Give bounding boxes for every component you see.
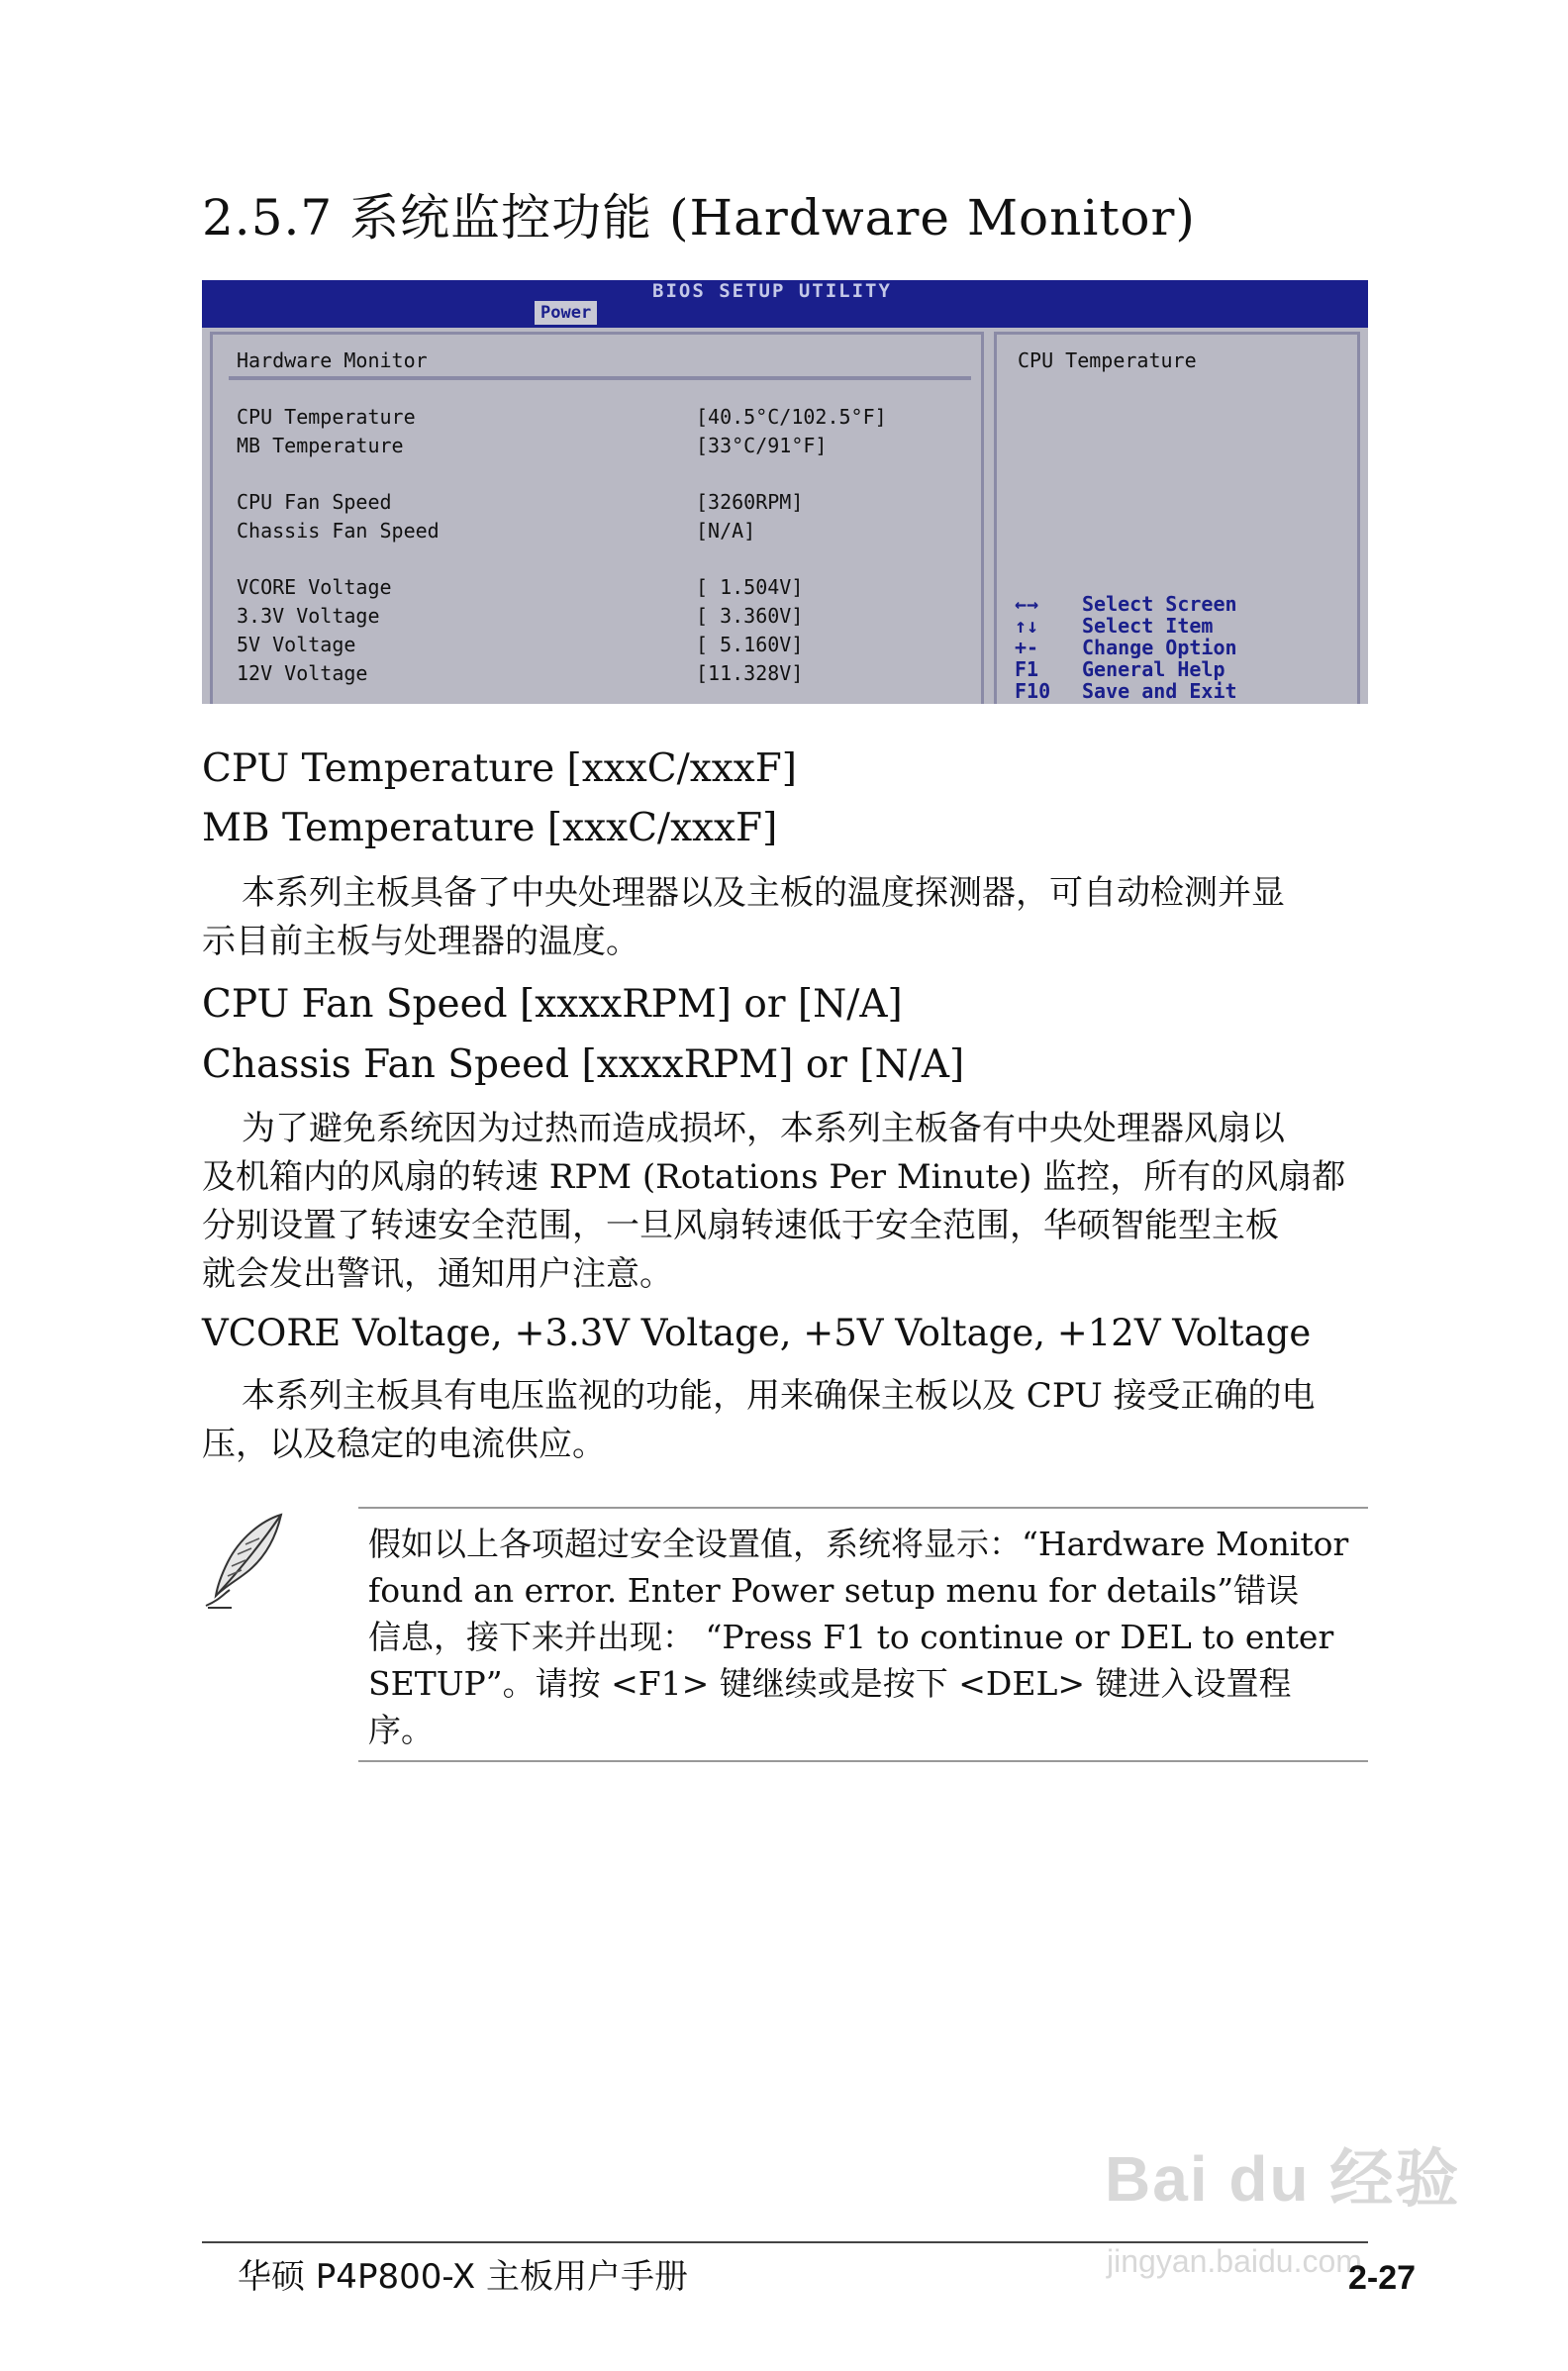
nav-desc: Select Item [1082,614,1214,638]
paragraph-line: 本系列主板具有电压监视的功能，用来确保主板以及 CPU 接受正确的电 [242,1376,1316,1416]
heading-cpu-temperature: CPU Temperature [xxxC/xxxF] [202,746,797,791]
bios-row-value: [N/A] [696,519,756,543]
note-line: 假如以上各项超过安全设置值，系统将显示：“Hardware Monitor [368,1525,1349,1563]
bios-help-title: CPU Temperature [1018,348,1197,372]
nav-desc: General Help [1082,657,1225,681]
note-line: 序。 [368,1711,434,1749]
paragraph-voltage [202,1372,1370,1469]
watermark-url: jingyan.baidu.com [1107,2243,1362,2279]
nav-key: ↑↓ [1015,614,1039,638]
bios-row-value: [ 5.160V] [696,633,804,656]
paragraph-line: 就会发出警讯，通知用户注意。 [202,1254,673,1294]
paragraph-fan [202,1105,1370,1299]
paragraph-line: 为了避免系统因为过热而造成损坏，本系列主板备有中央处理器风扇以 [242,1109,1285,1148]
footer-rule [202,2241,1368,2243]
note-line: SETUP”。请按 <F1> 键继续或是按下 <DEL> 键进入设置程 [368,1664,1292,1703]
note-line: found an error. Enter Power setup menu for details”错误 [368,1571,1300,1610]
bios-utility-title: BIOS SETUP UTILITY [652,280,892,302]
footer-manual-title: 华硕 P4P800-X 主板用户手册 [238,2257,689,2297]
nav-key: F1 [1015,657,1039,681]
bios-row-label[interactable]: 5V Voltage [237,633,356,656]
bios-row-value: [3260RPM] [696,490,804,514]
nav-key: F10 [1015,679,1051,703]
bios-row-value: [40.5°C/102.5°F] [696,405,887,429]
bios-row-value: [ 1.504V] [696,575,804,599]
heading-chassis-fan-speed: Chassis Fan Speed [xxxxRPM] or [N/A] [202,1042,965,1087]
bios-row-label[interactable]: 12V Voltage [237,661,368,685]
note-top-rule [358,1507,1368,1509]
note-text [368,1521,1368,1753]
paragraph-line: 示目前主板与处理器的温度。 [202,922,639,961]
paragraph-line: 本系列主板具备了中央处理器以及主板的温度探测器，可自动检测并显 [242,873,1285,913]
bios-help-panel [994,332,1360,704]
note-line: 信息，接下来并出现： “Press F1 to continue or DEL to enter [368,1618,1334,1656]
bios-separator [229,376,971,380]
heading-voltages: VCORE Voltage, +3.3V Voltage, +5V Voltage, +12V Voltage [202,1312,1312,1354]
bios-row-label[interactable]: CPU Temperature [237,405,416,429]
feather-pen-icon [202,1511,291,1610]
nav-desc: Save and Exit [1082,679,1237,703]
nav-key: +- [1015,636,1039,659]
bios-row-label[interactable]: Chassis Fan Speed [237,519,440,543]
bios-tab-power[interactable]: Power [535,301,597,325]
bios-row-value: [33°C/91°F] [696,434,828,457]
bios-main-panel [210,332,984,704]
bios-header-bar [202,280,1368,328]
paragraph-line: 压，以及稳定的电流供应。 [202,1425,606,1464]
paragraph-line: 分别设置了转速安全范围，一旦风扇转速低于安全范围，华硕智能型主板 [202,1206,1279,1245]
section-title: 2.5.7 系统监控功能 (Hardware Monitor) [202,189,1196,247]
watermark-logo: Bai du 经验 [1105,2143,1461,2215]
paragraph-line: 及机箱内的风扇的转速 RPM (Rotations Per Minute) 监控，所有的风扇都 [202,1157,1346,1197]
bios-row-value: [ 3.360V] [696,604,804,628]
bios-row-label[interactable]: 3.3V Voltage [237,604,380,628]
bios-screenshot [202,280,1368,704]
nav-desc: Select Screen [1082,592,1237,616]
bios-row-value: [11.328V] [696,661,804,685]
paragraph-temperature [202,869,1370,966]
bios-row-label[interactable]: VCORE Voltage [237,575,392,599]
heading-cpu-fan-speed: CPU Fan Speed [xxxxRPM] or [N/A] [202,982,903,1027]
nav-desc: Change Option [1082,636,1237,659]
bios-row-label[interactable]: MB Temperature [237,434,404,457]
heading-mb-temperature: MB Temperature [xxxC/xxxF] [202,806,778,850]
nav-key: ←→ [1015,592,1039,616]
bios-panel-title: Hardware Monitor [237,348,428,372]
note-bottom-rule [358,1760,1368,1762]
bios-row-label[interactable]: CPU Fan Speed [237,490,392,514]
page-number: 2-27 [1348,2259,1417,2297]
